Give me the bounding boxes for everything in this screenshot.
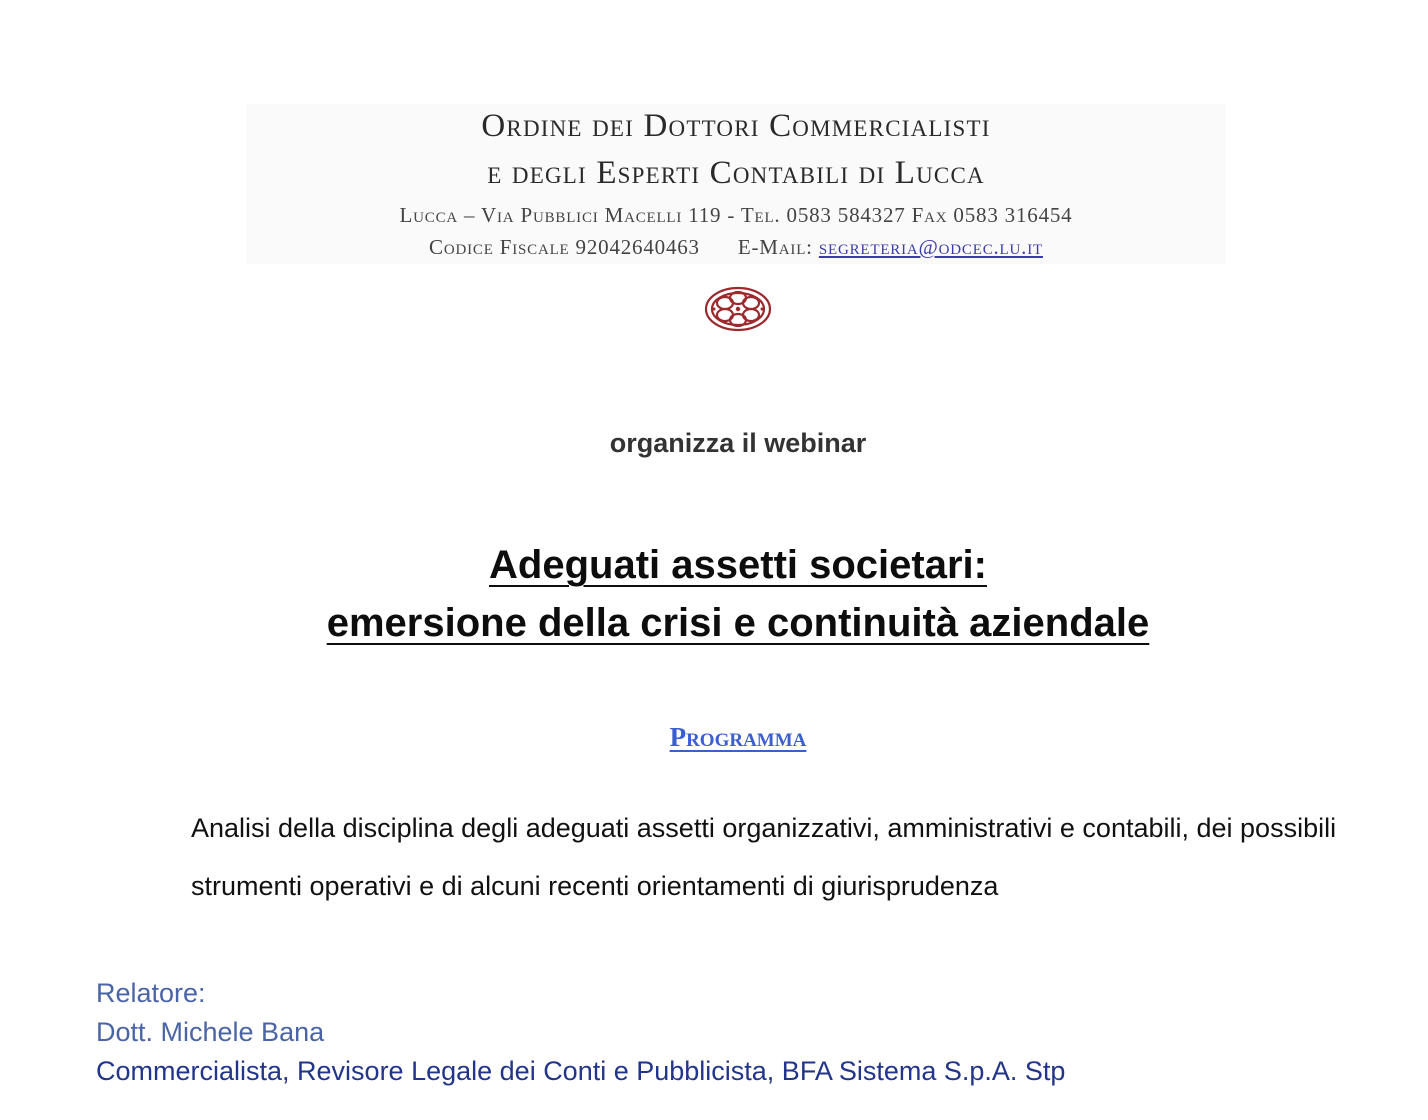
speaker-role: Commercialista, Revisore Legale dei Conti e Pubblicista, BFA Sistema S.p.A. Stp [96,1056,1066,1086]
program-description: Analisi della disciplina degli adeguati assetti organizzativi, amministrativi e contabili, dei possibili strumenti operativi e di alcuni recenti orientamenti di giurisprudenza [191,813,1337,901]
letterhead-address: Lucca – Via Pubblici Macelli 119 - Tel. 0583 584327 Fax 0583 316454 [399,203,1073,227]
letterhead-org-subtitle: e degli Esperti Contabili di Lucca [487,155,985,191]
intro-text: organizza il webinar [609,428,867,458]
webinar-title-line1: Adeguati assetti societari: [489,543,987,587]
letterhead-tax-code: Codice Fiscale 92042640463 [429,235,700,259]
ordine-emblem-icon [702,284,774,334]
letterhead-email-label: E-Mail: [737,235,813,259]
letterhead [246,104,1226,264]
letterhead-contacts [246,235,1226,260]
letterhead-org-name: Ordine dei Dottori Commercialisti [481,108,991,144]
webinar-title-line2: emersione della crisi e continuità aziendale [326,601,1150,645]
program-heading [0,722,1428,753]
email-link[interactable]: segreteria@odcec.lu.it [818,235,1043,259]
speaker-label: Relatore: [96,978,206,1008]
speaker-block [96,974,1396,1091]
webinar-title [0,536,1428,652]
program-heading-label: Programma [669,722,807,752]
speaker-name: Dott. Michele Bana [96,1017,325,1047]
